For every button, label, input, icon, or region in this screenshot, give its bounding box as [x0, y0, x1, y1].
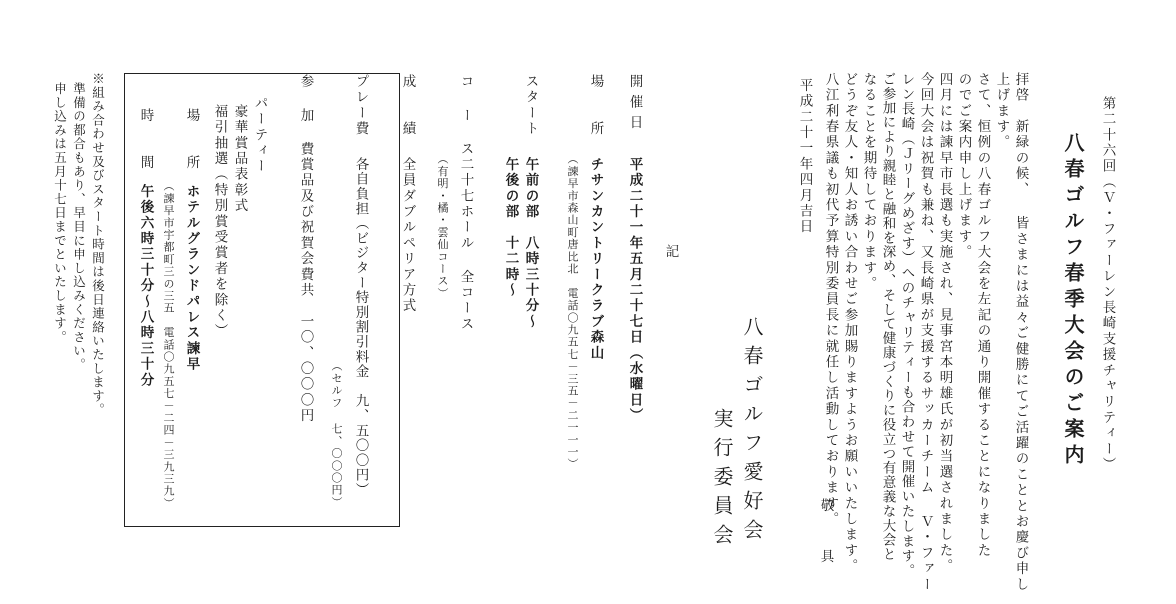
letter-date: 平成二十一年四月吉日: [796, 78, 813, 235]
score-label: 成 績: [399, 74, 416, 137]
letter-line: ご参加により親睦と融和を深め、そして健康づくりに役立つ有意義な大会と: [879, 72, 896, 562]
start-afternoon: 午後の部 十二時～: [502, 157, 519, 299]
letter-line: 四月には諫早市長選も実施され、見事宮本明雄氏が初当選されました。: [936, 72, 953, 575]
party-time-label: 時 間: [137, 108, 154, 171]
party-lottery: 福引抽選（特別賞受賞者を除く）: [211, 104, 228, 340]
course-value: 二十七ホール 全コース: [457, 157, 474, 333]
start-morning: 午前の部 八時三十分～: [522, 157, 539, 330]
score-value: 全員ダブルペリア方式: [399, 157, 416, 314]
letter-line: さて、恒例の八春ゴルフ大会を左記の通り開催することになりました: [974, 72, 991, 559]
letter-line: なることを期待しております。: [860, 72, 877, 292]
entry-fee-value: 賞品及び祝賀会費共 一〇、〇〇〇円: [297, 157, 314, 424]
party-award-ceremony: 豪華賞品表彰式: [231, 104, 248, 214]
letter-line: 八江利春県議も初代予算特別委員長に就任し活動しております。: [822, 72, 839, 528]
organizer-committee: 実行委員会: [710, 408, 734, 553]
party-place-address: （諫早市宇都町三の三五 電話〇九五七－二四－三九三九）: [162, 180, 175, 510]
party-place-value: ホテルグランドパレス諫早: [183, 184, 200, 373]
letter-line: 拝啓 新緑の候、 皆さまには益々ご健勝にてご活躍のこととお慶び申し: [1012, 72, 1029, 593]
venue-address: （諫早市森山町唐比北 電話〇九五七－三五－二一一一）: [566, 153, 579, 471]
letter-line: のでご案内申し上げます。: [955, 72, 972, 261]
note-line: 申し込みは五月十七日までといたします。: [52, 82, 68, 345]
course-label: コ ー ス: [457, 74, 474, 158]
letter-line: 上げます。: [993, 72, 1010, 151]
letter-line: どうぞ友人・知人お誘い合わせご参加賜りますようお願いいたします。: [841, 72, 858, 575]
play-fee-value: 各自負担（ビジター特別割引料金 九、五〇〇円）: [352, 157, 369, 498]
date-value: 平成二十一年五月二十七日（水曜日）: [626, 157, 643, 424]
course-sub: （有明・橘・雲仙コース）: [436, 153, 449, 300]
date-label: 開催日: [626, 74, 643, 136]
play-fee-self: （セルフ 七、〇〇〇円）: [330, 360, 343, 509]
note-line: ※組み合わせ及びスタート時間は後日連絡いたします。: [90, 72, 106, 417]
note-line: 準備の都合もあり、早目に申し込みください。: [71, 82, 87, 372]
venue-value: チサンカントリークラブ森山: [587, 157, 604, 362]
letter-line: レン長崎（Ｊリーグめざす）へのチャリティーも合わせて開催いたします。: [898, 72, 915, 579]
venue-label: 場 所: [587, 74, 604, 137]
letter-line: 今回大会は祝賀も兼ね、又長崎県が支援するサッカーチーム Ｖ・ファー: [917, 72, 934, 593]
party-heading: パーティー: [251, 96, 268, 175]
party-time-value: 午後六時三十分～八時三十分: [137, 184, 154, 389]
ki-mark: 記: [662, 244, 679, 260]
event-title: 八春ゴルフ春季大会のご案内: [1061, 132, 1085, 470]
start-label: スタート: [522, 74, 539, 137]
party-place-label: 場 所: [183, 108, 200, 171]
closing-keigu: 敬 具: [817, 498, 834, 575]
play-fee-label: プレー費: [352, 74, 369, 137]
organizer-name: 八春ゴルフ愛好会: [740, 316, 764, 548]
entry-fee-label: 参 加 費: [297, 74, 314, 158]
event-subtitle: 第二十六回（Ｖ・ファーレン長崎支援チャリティー）: [1099, 96, 1116, 473]
